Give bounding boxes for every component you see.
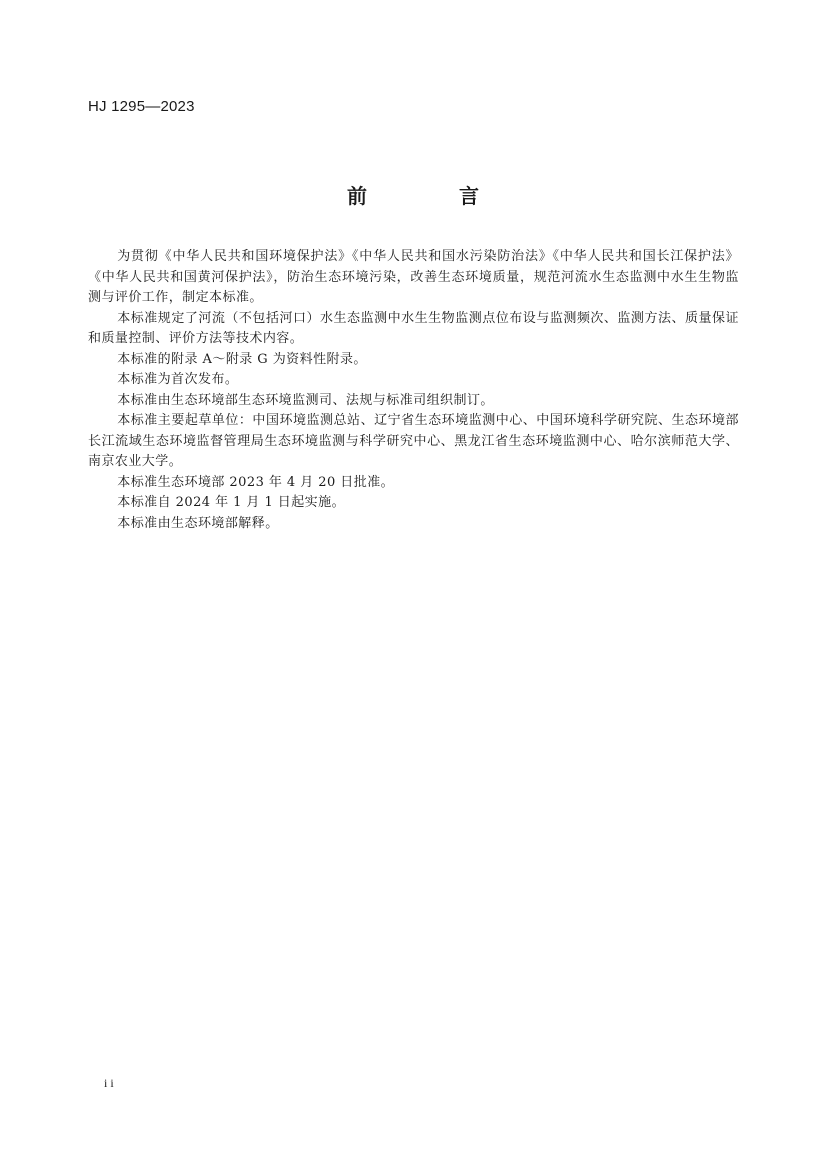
paragraph-effective-date: 本标准自 2024 年 1 月 1 日起实施。 <box>117 495 346 510</box>
paragraph-first-release: 本标准为首次发布。 <box>117 372 239 387</box>
paragraph-approval: 本标准生态环境部 2023 年 4 月 20 日批准。 <box>117 474 395 490</box>
preface-body <box>88 247 739 534</box>
paragraph-drafters: 本标准主要起草单位：中国环境监测总站、辽宁省生态环境监测中心、中国环境科学研究院、生态环境部长江流域生态环境监督管理局生态环境监测与科学研究中心、黑龙江省生态环境监测中心、哈尔滨师范大学、南京农业大学。 <box>88 413 739 469</box>
paragraph-organizer: 本标准由生态环境部生态环境监测司、法规与标准司组织制订。 <box>117 392 494 408</box>
paragraph-purpose: 为贯彻《中华人民共和国环境保护法》《中华人民共和国水污染防治法》《中华人民共和国长江保护法》《中华人民共和国黄河保护法》，防治生态环境污染，改善生态环境质量，规范河流水生态监测中水生生物监测与评价工作，制定本标准。 <box>88 249 739 305</box>
page-title: 前 言 <box>347 184 515 208</box>
page-number: ii <box>104 1076 117 1090</box>
paragraph-appendix: 本标准的附录 A～附录 G 为资料性附录。 <box>117 351 367 367</box>
standard-code: HJ 1295—2023 <box>88 98 195 115</box>
paragraph-scope: 本标准规定了河流（不包括河口）水生态监测中水生生物监测点位布设与监测频次、监测方法、质量保证和质量控制、评价方法等技术内容。 <box>88 310 739 346</box>
paragraph-interpretation: 本标准由生态环境部解释。 <box>117 515 279 531</box>
